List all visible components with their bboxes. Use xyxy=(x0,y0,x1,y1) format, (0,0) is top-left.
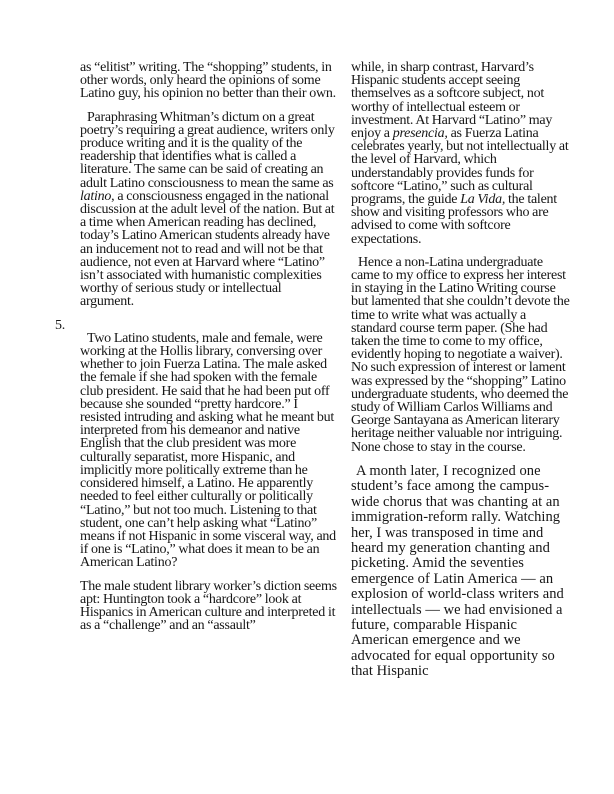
text-segment: , a consciousness engaged in the national discussion at the adult level of the nation. But at a time when American reading has declined, today’s Latino American students already have an inducement not to read and will not be that audience, not even at Harvard where “Latino” isn’t associated with humanistic complexities worthy of serious study or intellectual argument. xyxy=(80,188,335,310)
italic-text-segment: latino xyxy=(80,188,112,204)
list-item-paragraph xyxy=(80,332,337,570)
text-segment: Hence a non-Latina undergraduate came to my office to express her interest in staying in the Latino Writing course but lamented that she couldn’t devote the time to write what was actually a standard course term paper. (She had taken the time to come to my office, evidently hoping to negotiate a waiver). No such expression of interest or lament was expressed by the “shopping” Latino undergraduate students, who deemed the study of William Carlos Williams and George Santayana as American literary heritage neither valuable nor intriguing. None chose to stay in the course. xyxy=(351,254,570,455)
text-segment: Two Latino students, male and female, were working at the Hollis library, conversing over whether to join Fuerza Latina. The male asked the female if she had spoken with the female club president. He said that he had been put off because she sounded “pretty hardcore.” I resisted intruding and asking what he meant but interpreted from his demeanor and native English that the club president was more culturally separatist, more Hispanic, and implicitly more politically extreme than he considered himself, a Latino. He apparently needed to feel either culturally or politically “Latino,” but not too much. Listening to that student, one can’t help asking what “Latino” means if not Hispanic in some visceral way, and if one is “Latino,” what does it mean to be an American Latino? xyxy=(80,330,336,571)
text-segment: as “elitist” writing. The “shopping” students, in other words, only heard the opinions of some Latino guy, his opinion no better than their own. xyxy=(80,60,336,102)
text-segment: A month later, I recognized one student’s face among the campus-wide chorus that was chanting at an immigration-reform rally. Watching her, I was transposed in time and heard my generation chanting and picketing. Amid the seventies emergence of Latin America — an explosion of world-class writers and intellectuals — we had envisioned a future, comparable Hispanic American emergence and we advocated for equal opportunity so that Hispanic xyxy=(351,462,564,680)
paragraph xyxy=(351,464,572,680)
paragraph xyxy=(351,61,572,246)
text-segment: as Fuerza Latina celebrates yearly, but not intellectually at the level of Harvard, which understandably provides funds for softcore “Latino,” such as cultural programs, the guide xyxy=(351,126,569,208)
text-segment: The male student library worker’s diction seems apt: Huntington took a “hardcore” look at Hispanics in American culture and interpreted it as a “challenge” and an “assault” xyxy=(80,578,337,634)
list-item-number: 5. xyxy=(55,317,65,333)
paragraph xyxy=(80,111,337,309)
paragraph xyxy=(351,256,572,454)
text-segment: the talent show and visiting professors who are advised to come with softcore expectations. xyxy=(351,192,557,247)
paragraph xyxy=(80,61,337,101)
italic-text-segment: presencia, xyxy=(392,126,448,142)
text-segment: while, in sharp contrast, Harvard’s Hispanic students accept seeing themselves as a softcore subject, not worthy of intellectual esteem or investment. At Harvard “Latino” may enjoy a xyxy=(351,60,553,142)
italic-text-segment: La Vida, xyxy=(460,192,506,208)
text-segment: Paraphrasing Whitman’s dictum on a great poetry’s requiring a great audience, writers only produce writing and it is the quality of the readership that identifies what is called a literature. The same can be said of creating an adult Latino consciousness to mean the same as xyxy=(80,109,335,191)
paragraph xyxy=(80,580,337,633)
text-column-left xyxy=(55,60,337,642)
text-column-right xyxy=(351,61,572,690)
